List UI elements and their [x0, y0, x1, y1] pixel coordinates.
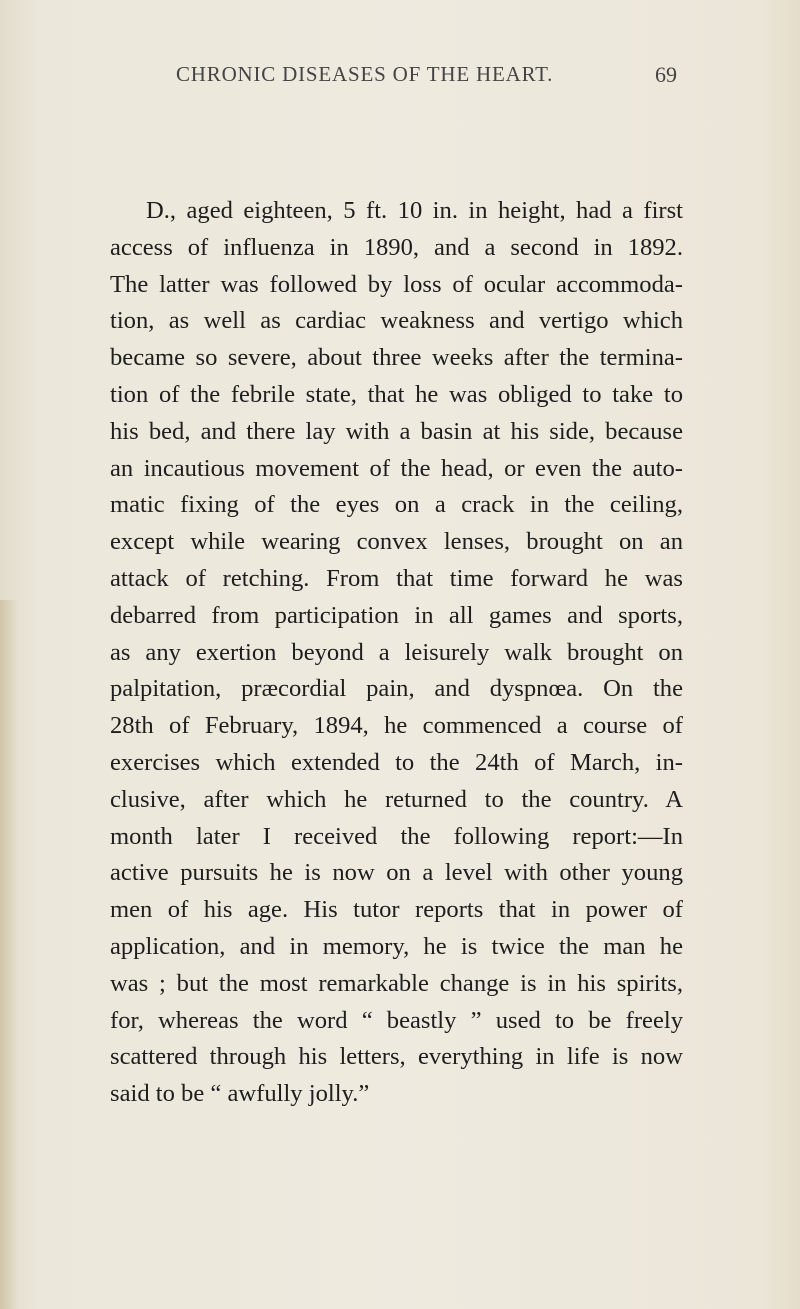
text-line: month later I received the following report:—In — [110, 822, 683, 850]
text-line: an incautious movement of the head, or even the auto- — [110, 454, 683, 482]
text-line: access of influenza in 1890, and a second in 1892. — [110, 233, 683, 261]
text-line: application, and in memory, he is twice the man he — [110, 932, 683, 960]
text-line: The latter was followed by loss of ocular accommoda- — [110, 270, 683, 298]
text-line: exercises which extended to the 24th of March, in- — [110, 748, 683, 776]
text-line: tion of the febrile state, that he was obliged to take to — [110, 380, 683, 408]
page-edge-shadow — [0, 600, 18, 1309]
page-number: 69 — [655, 62, 677, 87]
text-line: scattered through his letters, everything in life is now — [110, 1043, 683, 1071]
text-line: was ; but the most remarkable change is in his spirits, — [110, 969, 683, 997]
text-line: attack of retching. From that time forward he was — [110, 564, 683, 592]
text-line: matic fixing of the eyes on a crack in the ceiling, — [110, 491, 683, 519]
text-line: as any exertion beyond a leisurely walk brought on — [110, 638, 683, 666]
page-header — [0, 62, 800, 92]
text-line: 28th of February, 1894, he commenced a course of — [110, 712, 683, 740]
text-line: became so severe, about three weeks after the termina- — [110, 344, 683, 372]
text-line: for, whereas the word “ beastly ” used to be freely — [110, 1006, 683, 1034]
text-line: said to be “ awfully jolly.” — [110, 1080, 370, 1108]
text-line: clusive, after which he returned to the country. A — [110, 785, 683, 813]
text-line: debarred from participation in all games and sports, — [110, 601, 683, 629]
text-line: palpitation, præcordial pain, and dyspnœa. On the — [110, 675, 683, 703]
text-line: men of his age. His tutor reports that in power of — [110, 896, 683, 924]
text-line: his bed, and there lay with a basin at his side, because — [110, 417, 683, 445]
body-paragraph — [110, 193, 683, 1113]
text-line: D., aged eighteen, 5 ft. 10 in. in height, had a first — [146, 197, 683, 224]
text-line: active pursuits he is now on a level with other young — [110, 859, 683, 887]
text-line: except while wearing convex lenses, brought on an — [110, 528, 683, 556]
running-title: CHRONIC DISEASES OF THE HEART. — [176, 62, 554, 86]
text-line: tion, as well as cardiac weakness and vertigo which — [110, 307, 683, 335]
